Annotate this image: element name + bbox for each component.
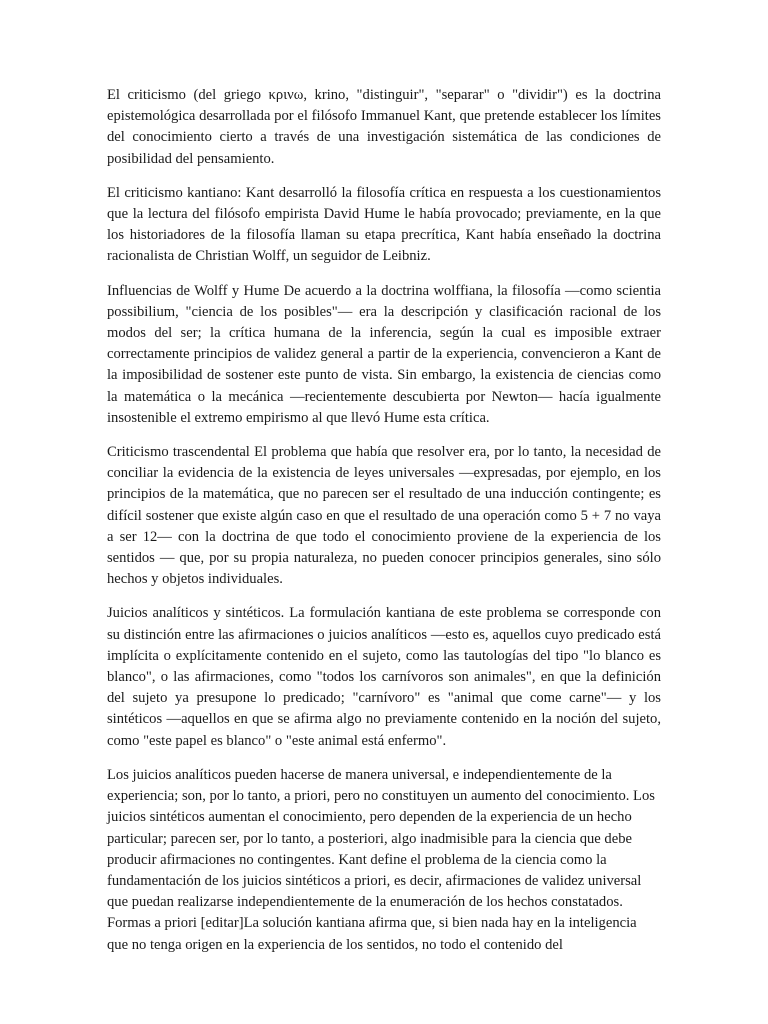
paragraph-criticismo-trascendental: Criticismo trascendental El problema que había que resolver era, por lo tanto, la necesidad de conciliar la evidencia de la existencia de leyes universales —expresadas, por ejemplo, en los principios de la matemática, que no parecen ser el resultado de una inducción contingente; es difícil sostener que existe algún caso en que el resultado de una operación como 5 + 7 no vaya a ser 12— con la doctrina de que todo el conocimiento proviene de la experiencia de los sentidos — que, por su propia naturaleza, no pueden conocer principios generales, sino sólo hechos y objetos individuales. [107,444,661,588]
paragraph-juicios-analiticos: Los juicios analíticos pueden hacerse de manera universal, e independientemente de la experiencia; son, por lo tanto, a priori, pero no constituyen un aumento del conocimiento. Los juicios sintéticos aumentan el conocimiento, pero dependen de la experiencia de un hecho particular; parecen ser, por lo tanto, a posteriori, algo inadmisible para la ciencia que debe producir afirmaciones no contingentes. Kant define el problema de la ciencia como la fundamentación de los juicios sintéticos a priori, es decir, afirmaciones de validez universal que puedan realizarse independientemente de la enumeración de los hechos constatados. Formas a priori [editar]La solución kantiana afirma que, si bien nada hay en la inteligencia que no tenga origen en la experiencia de los sentidos, no todo el contenido del [107,766,655,953]
paragraph-juicios: Juicios analíticos y sintéticos. La formulación kantiana de este problema se corresponde con su distinción entre las afirmaciones o juicios analíticos —esto es, aquellos cuyo predicado está implícita o explícitamente contenido en el sujeto, como las tautologías del tipo "lo blanco es blanco", o las afirmaciones, como "todos los carnívoros son animales", en que la definición del sujeto ya presupone lo predicado; "carnívoro" es "animal que come carne"— y los sintéticos —aquellos en que se afirma algo no previamente contenido en la noción del sujeto, como "este papel es blanco" o "este animal está enfermo". [107,605,661,749]
paragraph-influencias: Influencias de Wolff y Hume De acuerdo a la doctrina wolffiana, la filosofía —como scientia possibilium, "ciencia de los posibles"— era la descripción y clasificación racional de los modos del ser; la crítica humana de la inferencia, según la cual es imposible extraer correctamente principios de validez general a partir de la experiencia, convencieron a Kant de la imposibilidad de sostener este punto de vista. Sin embargo, la existencia de ciencias como la matemática o la mecánica —recientemente descubierta por Newton— hacía igualmente insostenible el extremo empirismo al que llevó Hume esta crítica. [107,282,661,426]
paragraph-criticismo-kantiano: El criticismo kantiano: Kant desarrolló la filosofía crítica en respuesta a los cuestionamientos que la lectura del filósofo empirista David Hume le había provocado; previamente, en la que los historiadores de la filosofía llaman su etapa precrítica, Kant había enseñado la doctrina racionalista de Christian Wolff, un seguidor de Leibniz. [107,184,661,265]
paragraph-intro: El criticismo (del griego κρινω, krino, "distinguir", "separar" o "dividir") es la doctrina epistemológica desarrollada por el filósofo Immanuel Kant, que pretende establecer los límites del conocimiento cierto a través de una investigación sistemática de las condiciones de posibilidad del pensamiento. [107,87,661,167]
document-page [107,85,661,969]
